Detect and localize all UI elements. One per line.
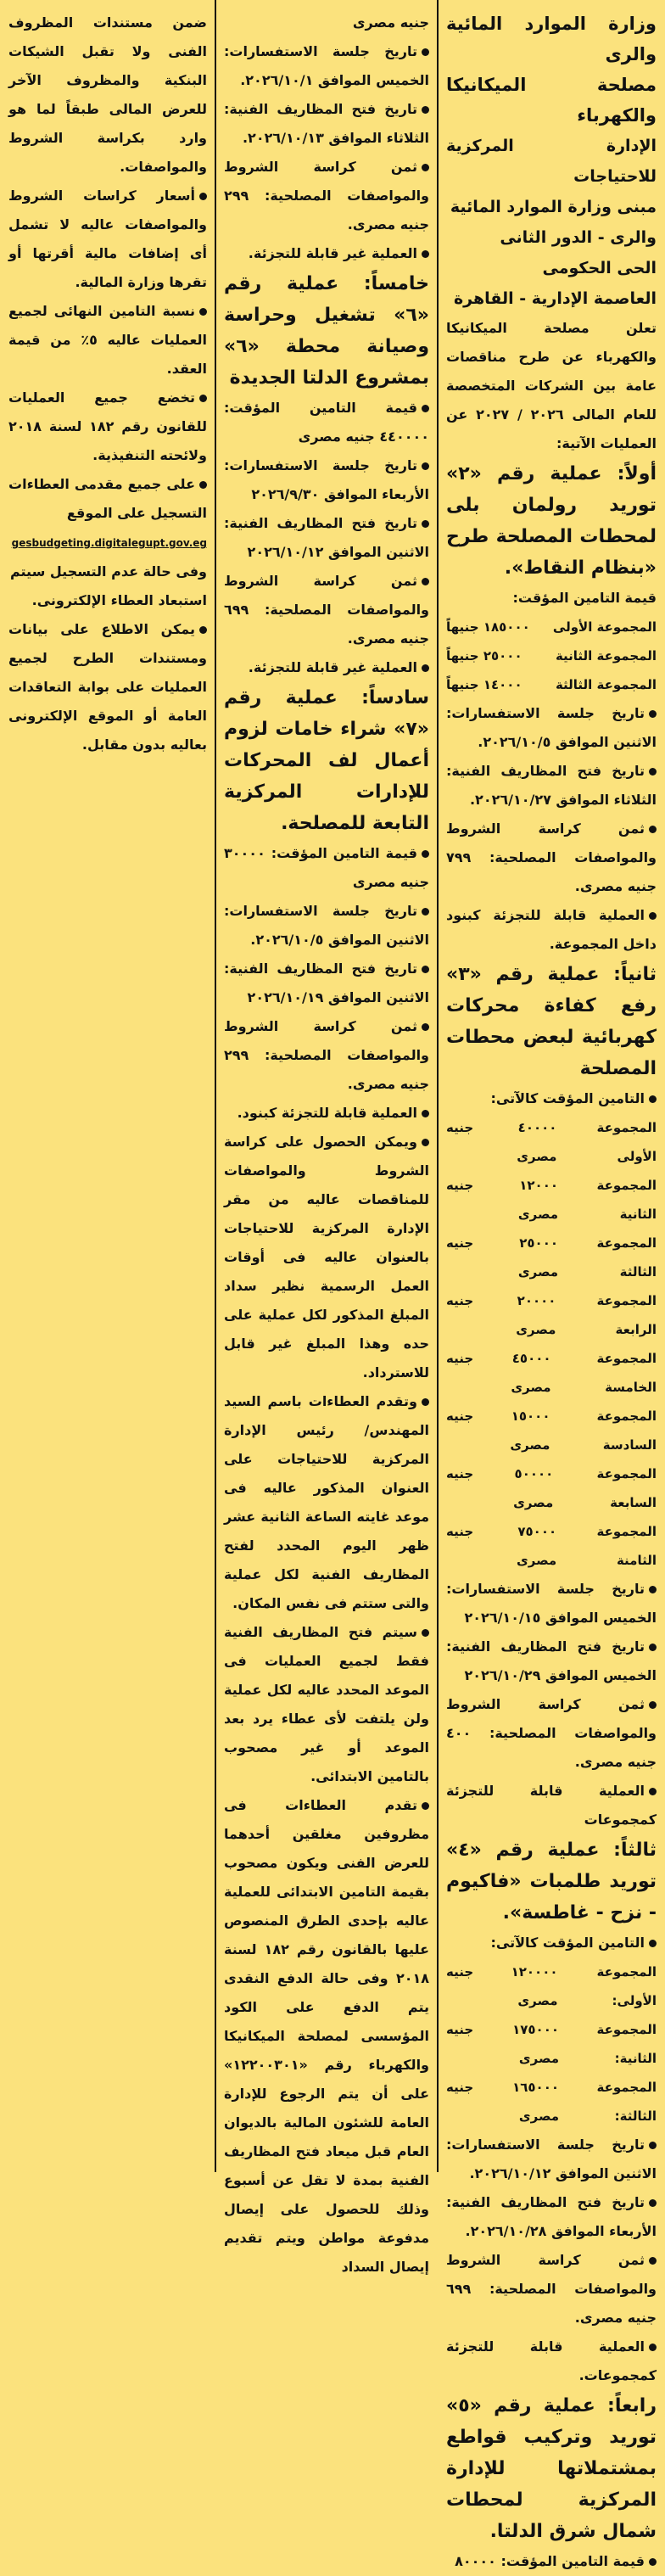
ministry-header <box>446 8 657 314</box>
bullet-item: ثمن كراسة الشروط والمواصفات المصلحية: ٦٩٩ جنيه مصرى. <box>224 573 429 647</box>
header-line: مصلحة الميكانيكا والكهرباء <box>446 75 657 126</box>
bullet-icon <box>422 48 429 56</box>
note-item: على جميع مقدمى العطاءات التسجيل على الموقع <box>8 476 207 521</box>
bullet-item: العملية غير قابلة للتجزئة. <box>224 653 429 682</box>
bullet-icon <box>649 768 657 776</box>
column-left <box>0 0 215 2172</box>
note-item: تقدم العطاءات فى مظروفين مغلقين أحدهما للعرض الفنى ويكون مصحوب بقيمة التامين الابتدائى للعملية عاليه بإحدى الطرق المنصوص عليها بالقانون رقم ١٨٢ لسنة ٢٠١٨ وفى حالة الدفع النقدى يتم الدفع على الكود المؤسسى لمصلحة الميكانيكا والكهرباء رقم «١٢٢٠٠٣٠١» على أن يتم الرجوع للإدارة العامة للشئون المالية بالديوان العام قبل ميعاد فتح المظاريف الفنية بمدة لا تقل عن أسبوع وذلك للحصول على إيصال مدفوعة مواطن ويتم تقديم إيصال السداد <box>224 1797 430 2275</box>
bullet-icon <box>649 2199 657 2207</box>
announcement-intro: تعلن مصلحة الميكانيكا والكهرباء عن طرح مناقصات عامة بين الشركات المتخصصة للعام المالى ٢٠٢٦ / ٢٠٢٧ عن العمليات الآتية: <box>446 320 657 451</box>
note-item: أسعار كراسات الشروط والمواصفات عاليه لا تشمل أى إضافات مالية أقرتها أو تقرها وزارة المالية. <box>8 188 207 290</box>
bullet-icon <box>422 1398 429 1406</box>
bullet-icon <box>422 164 429 171</box>
group-row: المجموعة الثامنة ٧٥٠٠٠ جنيه مصرى <box>446 1524 657 1568</box>
column-right <box>438 0 665 2569</box>
bullet-icon <box>649 1788 657 1795</box>
bullet-item: ثمن كراسة الشروط والمواصفات المصلحية: ٢٩٩ جنيه مصرى. <box>224 159 429 232</box>
bullet-icon <box>422 1629 429 1637</box>
note-item: تخضع جميع العمليات للقانون رقم ١٨٢ لسنة ٢٠١٨ ولائحته التنفيذية. <box>8 389 207 463</box>
bullet-item: العملية قابلة للتجزئة كمجموعات. <box>446 2338 657 2383</box>
bullet-icon <box>422 106 429 114</box>
warning-bold: استبعاد العطاء الإلكترونى. <box>31 592 207 608</box>
bullet-item: ثمن كراسة الشروط والمواصفات المصلحية: ٧٩٩ جنيه مصرى. <box>446 820 657 894</box>
bullet-icon <box>422 850 429 858</box>
bullet-item: قيمة التامين المؤقت: ٤٤٠٠٠٠ جنيه مصرى <box>224 400 429 445</box>
note-item: سيتم فتح المظاريف الفنية فقط لجميع العمليات فى الموعد المحدد عاليه لكل عملية ولن يلتفت لأى عطاء يرد بعد الموعد أو غير مصحوب بالتامين الابتدائى. <box>224 1624 429 1784</box>
warning-line: وفى حالة عدم التسجيل سيتم <box>9 563 207 580</box>
bullet-item: تاريخ فتح المظاريف الفنية: الاثنين الموافق ٢٠٢٦/١٠/١٩ <box>224 960 429 1005</box>
bullet-icon <box>199 626 207 634</box>
bullet-icon <box>649 2142 657 2149</box>
bullet-item: تاريخ فتح المظاريف الفنية: الثلاثاء الموافق ٢٠٢٦/١٠/٢٧. <box>446 763 657 808</box>
header-line: والرى - الدور الثانى <box>500 228 657 247</box>
bullet-item: قيمة التامين المؤقت: ٣٠٠٠٠ جنيه مصرى <box>224 845 429 890</box>
bullet-item: ثمن كراسة الشروط والمواصفات المصلحية: ٦٩٩ جنيه مصرى. <box>446 2252 657 2326</box>
bullet-item: تاريخ فتح المظاريف الفنية: الأربعاء الموافق ٢٠٢٦/١٠/٢٨. <box>446 2194 657 2239</box>
bullet-icon <box>199 395 207 402</box>
note-item: يمكن الاطلاع على بيانات ومستندات الطرح لجميع العمليات على بوابة التعاقدات العامة أو الموقع الإلكترونى بعاليه بدون مقابل. <box>8 621 207 753</box>
operation-title: خامساً: عملية رقم «٦» تشغيل وحراسة وصيانة محطة «٦» بمشروع الدلتا الجديدة <box>224 273 429 389</box>
group-row: المجموعة الأولى ٤٠٠٠٠ جنيه مصرى <box>446 1120 657 1164</box>
text-line: جنيه مصرى <box>352 14 429 31</box>
bullet-item: تاريخ جلسة الاستفسارات: الاثنين الموافق ٢٠٢٦/١٠/٥. <box>224 903 429 948</box>
website-link[interactable]: gesbudgeting.digitalegupt.gov.eg <box>11 537 207 549</box>
bullet-icon <box>649 912 657 920</box>
bullet-icon <box>649 826 657 833</box>
bullet-item: ثمن كراسة الشروط والمواصفات المصلحية: ٤٠٠ جنيه مصرى. <box>446 1696 657 1770</box>
bullet-icon <box>422 908 429 916</box>
bullet-icon <box>649 1586 657 1593</box>
bullet-item: العملية قابلة للتجزئة كمجموعات <box>446 1783 657 1828</box>
bullet-item: تاريخ فتح المظاريف الفنية: الخميس الموافق ٢٠٢٦/١٠/٢٩ <box>446 1638 657 1683</box>
bullet-icon <box>422 1110 429 1117</box>
group-row: المجموعة الثالثة: ١٦٥٠٠٠ جنيه مصرى <box>446 2080 657 2124</box>
header-line: مبنى وزارة الموارد المائية <box>450 198 657 216</box>
bullet-icon <box>422 966 429 973</box>
operation-title: أولاً: عملية رقم «٢» توريد رولمان بلى لمحطات المصلحة طرح «بنظام النقاط». <box>446 463 657 579</box>
group-row: المجموعة الأولى: ١٢٠٠٠٠ جنيه مصرى <box>446 1964 657 2008</box>
operation-title: سادساً: عملية رقم «٧» شراء خامات لزوم أعمال لف المحركات للإدارات المركزية التابعة للمصلحة. <box>224 687 429 834</box>
note-item: نسبة التامين النهائى لجميع العمليات عاليه ٥٪ من قيمة العقد. <box>8 303 207 377</box>
bullet-icon <box>422 1023 429 1031</box>
insurance-label: التامين المؤقت كالآتى: <box>446 1929 657 1957</box>
bullet-icon <box>649 2257 657 2265</box>
bullet-item: تاريخ جلسة الاستفسارات: الخميس الموافق ٢٠٢٦/١٠/١. <box>224 43 429 88</box>
bullet-icon <box>649 1644 657 1651</box>
group-row: المجموعة الأولى ١٨٥٠٠٠ جنيهاً <box>446 619 657 635</box>
header-line: الإدارة المركزية للاحتياجات <box>446 137 657 186</box>
bullet-icon <box>649 2558 657 2566</box>
bullet-item: تاريخ جلسة الاستفسارات: الاثنين الموافق ٢٠٢٦/١٠/١٢. <box>446 2136 657 2181</box>
header-line: وزارة الموارد المائية والرى <box>446 14 657 64</box>
bullet-icon <box>649 1095 657 1103</box>
header-line: الحى الحكومى <box>542 259 657 277</box>
text-paragraph: ضمن مستندات المظروف الفنى ولا تقبل الشيكات البنكية والمظروف الآخر للعرض المالى طبقاً لما هو وارد بكراسة الشروط والمواصفات. <box>8 14 207 175</box>
bullet-icon <box>649 1701 657 1709</box>
bullet-icon <box>649 710 657 718</box>
operation-title: رابعاً: عملية رقم «٥» توريد وتركيب قواطع بمشتملاتها للإدارة المركزية لمحطات شمال شرق الدلتا. <box>446 2395 657 2542</box>
bullet-item: العملية غير قابلة للتجزئة. <box>224 239 429 268</box>
bullet-icon <box>199 481 207 489</box>
bullet-icon <box>422 1802 429 1810</box>
group-row: المجموعة الثانية ٢٥٠٠٠ جنيهاً <box>446 648 657 664</box>
group-row: المجموعة الثانية: ١٧٥٠٠٠ جنيه مصرى <box>446 2022 657 2066</box>
group-row: المجموعة السابعة ٥٠٠٠٠ جنيه مصرى <box>446 1466 657 1510</box>
bullet-icon <box>199 308 207 316</box>
column-middle <box>215 0 438 2275</box>
insurance-label: قيمة التامين المؤقت: ٨٠٠٠٠ <box>446 2547 657 2576</box>
bullet-icon <box>422 405 429 412</box>
bullet-icon <box>422 1139 429 1146</box>
bullet-item: تاريخ جلسة الاستفسارات: الخميس الموافق ٢٠٢٦/١٠/١٥ <box>446 1581 657 1626</box>
bullet-item: العملية قابلة للتجزئة كبنود. <box>224 1099 429 1128</box>
operation-title: ثانياً: عملية رقم «٣» رفع كفاءة محركات كهربائية لبعض محطات المصلحة <box>446 964 657 1079</box>
bullet-item: تاريخ جلسة الاستفسارات: الاثنين الموافق ٢٠٢٦/١٠/٥. <box>446 705 657 750</box>
registration-url <box>8 528 207 557</box>
group-row: المجموعة السادسة ١٥٠٠٠ جنيه مصرى <box>446 1408 657 1453</box>
header-line: العاصمة الإدارية - القاهرة <box>453 289 657 308</box>
bullet-icon <box>422 462 429 470</box>
bullet-icon <box>199 193 207 200</box>
bullet-icon <box>422 664 429 672</box>
bullet-icon <box>649 2344 657 2351</box>
operation-title: ثالثاً: عملية رقم «٤» توريد طلمبات «فاكيوم - نزح - غاطسة». <box>446 1840 657 1924</box>
bullet-item: العملية قابلة للتجزئة كبنود داخل المجموعة. <box>446 907 657 952</box>
group-row: المجموعة الخامسة ٤٥٠٠٠ جنيه مصرى <box>446 1351 657 1395</box>
note-item: وتقدم العطاءات باسم السيد المهندس/ رئيس الإدارة المركزية للاحتياجات على العنوان المذكور عاليه فى موعد غايته الساعة الثانية عشر ظهر اليوم المحدد لفتح المظاريف الفنية لكل عملية والتى ستتم فى نفس المكان. <box>224 1393 429 1611</box>
bullet-item: تاريخ فتح المظاريف الفنية: الثلاثاء الموافق ٢٠٢٦/١٠/١٣. <box>224 101 429 146</box>
bullet-icon <box>422 578 429 585</box>
group-row: المجموعة الثالثة ١٤٠٠٠ جنيهاً <box>446 677 657 692</box>
insurance-label: قيمة التامين المؤقت: <box>512 590 657 606</box>
bullet-item: ثمن كراسة الشروط والمواصفات المصلحية: ٢٩٩ جنيه مصرى. <box>224 1018 429 1092</box>
bullet-item: تاريخ فتح المظاريف الفنية: الاثنين الموافق ٢٠٢٦/١٠/١٢ <box>224 515 429 560</box>
group-row: المجموعة الرابعة ٢٠٠٠٠ جنيه مصرى <box>446 1293 657 1337</box>
group-row: المجموعة الثانية ١٢٠٠٠ جنيه مصرى <box>446 1178 657 1222</box>
note-item: ويمكن الحصول على كراسة الشروط والمواصفات للمناقصات عاليه من مقر الإدارة المركزية للاحتياجات بالعنوان عاليه فى أوقات العمل الرسمية نظير سداد المبلغ المذكور لكل عملية على حده وهذا المبلغ غير قابل للاسترداد. <box>224 1134 429 1380</box>
bullet-item: تاريخ جلسة الاستفسارات: الأربعاء الموافق ٢٠٢٦/٩/٣٠ <box>224 457 429 502</box>
bullet-icon <box>649 1940 657 1947</box>
insurance-label: التامين المؤقت كالآتى: <box>446 1084 657 1113</box>
bullet-icon <box>422 520 429 528</box>
bullet-icon <box>422 250 429 258</box>
group-row: المجموعة الثالثة ٢٥٠٠٠ جنيه مصرى <box>446 1235 657 1280</box>
